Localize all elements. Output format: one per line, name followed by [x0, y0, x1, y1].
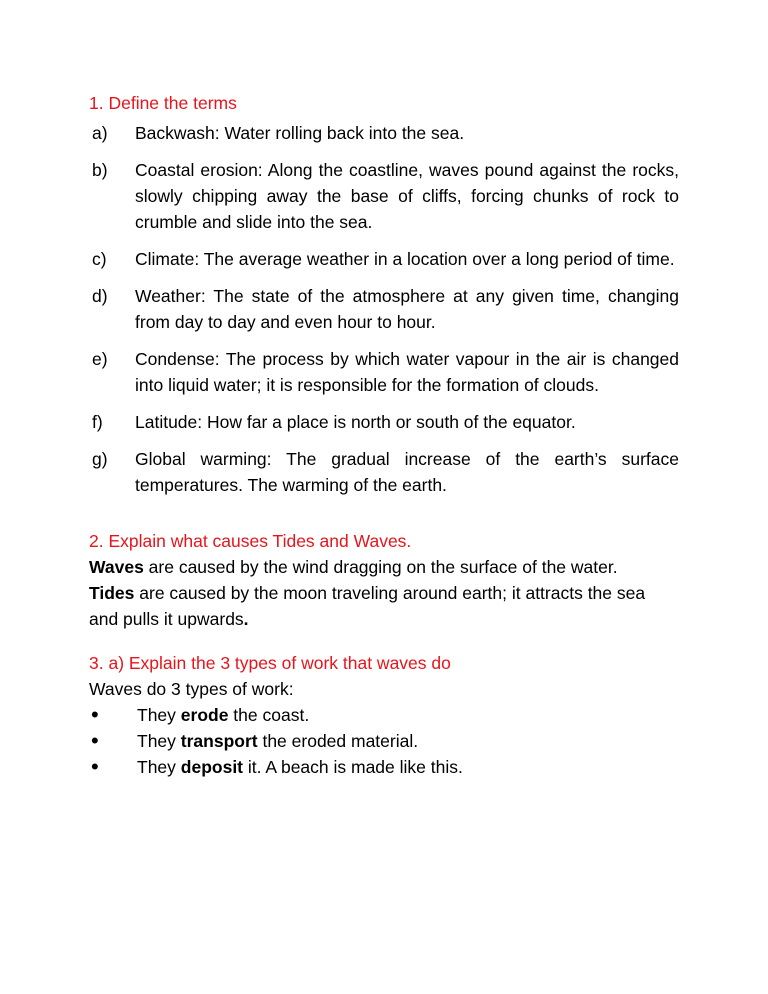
question-3-intro: Waves do 3 types of work: [89, 679, 294, 699]
list-item-text: They deposit it. A beach is made like this. [137, 757, 463, 777]
question-2-heading: 2. Explain what causes Tides and Waves. [89, 531, 412, 551]
definition-item [89, 120, 679, 146]
list-item [89, 728, 679, 754]
question-3 [89, 650, 679, 780]
list-item [89, 702, 679, 728]
list-item-text: They erode the coast. [137, 705, 310, 725]
item-text: Latitude: How far a place is north or south of the equator. [135, 412, 576, 432]
item-text: Global warming: The gradual increase of the earth’s surface temperatures. The warming of the earth. [135, 449, 679, 495]
item-label: b) [92, 160, 108, 180]
work-types-list [89, 702, 679, 780]
list-item-term: erode [180, 705, 229, 725]
waves-term: Waves [89, 557, 144, 577]
definition-item [89, 346, 679, 398]
tides-text: are caused by the moon traveling around earth; it attracts the sea and pulls it upwards [89, 583, 646, 629]
definition-item [89, 446, 679, 498]
question-2 [89, 528, 679, 632]
tides-end-punctuation: . [243, 609, 249, 629]
item-label: e) [92, 349, 108, 369]
tides-paragraph [89, 580, 679, 632]
waves-paragraph [89, 554, 679, 580]
question-3-heading: 3. a) Explain the 3 types of work that waves do [89, 653, 451, 673]
item-label: g) [92, 449, 108, 469]
item-label: a) [92, 123, 108, 143]
definition-item [89, 283, 679, 335]
item-label: d) [92, 286, 108, 306]
bullet-icon: • [91, 702, 99, 727]
question-1 [89, 90, 679, 498]
list-item-text: They transport the eroded material. [137, 731, 419, 751]
item-text: Coastal erosion: Along the coastline, waves pound against the rocks, slowly chipping away the base of cliffs, forcing chunks of rock to crumble and slide into the sea. [135, 160, 679, 232]
definition-item [89, 409, 679, 435]
waves-text: are caused by the wind dragging on the surface of the water. [143, 557, 618, 577]
item-text: Backwash: Water rolling back into the sea. [135, 123, 465, 143]
question-1-heading: 1. Define the terms [89, 93, 237, 113]
bullet-icon: • [91, 754, 99, 779]
list-item-term: deposit [180, 757, 244, 777]
definition-item [89, 157, 679, 235]
tides-term: Tides [89, 583, 135, 603]
item-label: f) [92, 412, 103, 432]
item-text: Condense: The process by which water vapour in the air is changed into liquid water; it is responsible for the formation of clouds. [135, 349, 679, 395]
definition-list [89, 120, 679, 498]
bullet-icon: • [91, 728, 99, 753]
document-content [89, 90, 679, 780]
item-label: c) [92, 249, 107, 269]
list-item [89, 754, 679, 780]
list-item-term: transport [180, 731, 258, 751]
definition-item [89, 246, 679, 272]
item-text: Climate: The average weather in a location over a long period of time. [135, 249, 675, 269]
item-text: Weather: The state of the atmosphere at any given time, changing from day to day and even hour to hour. [135, 286, 679, 332]
